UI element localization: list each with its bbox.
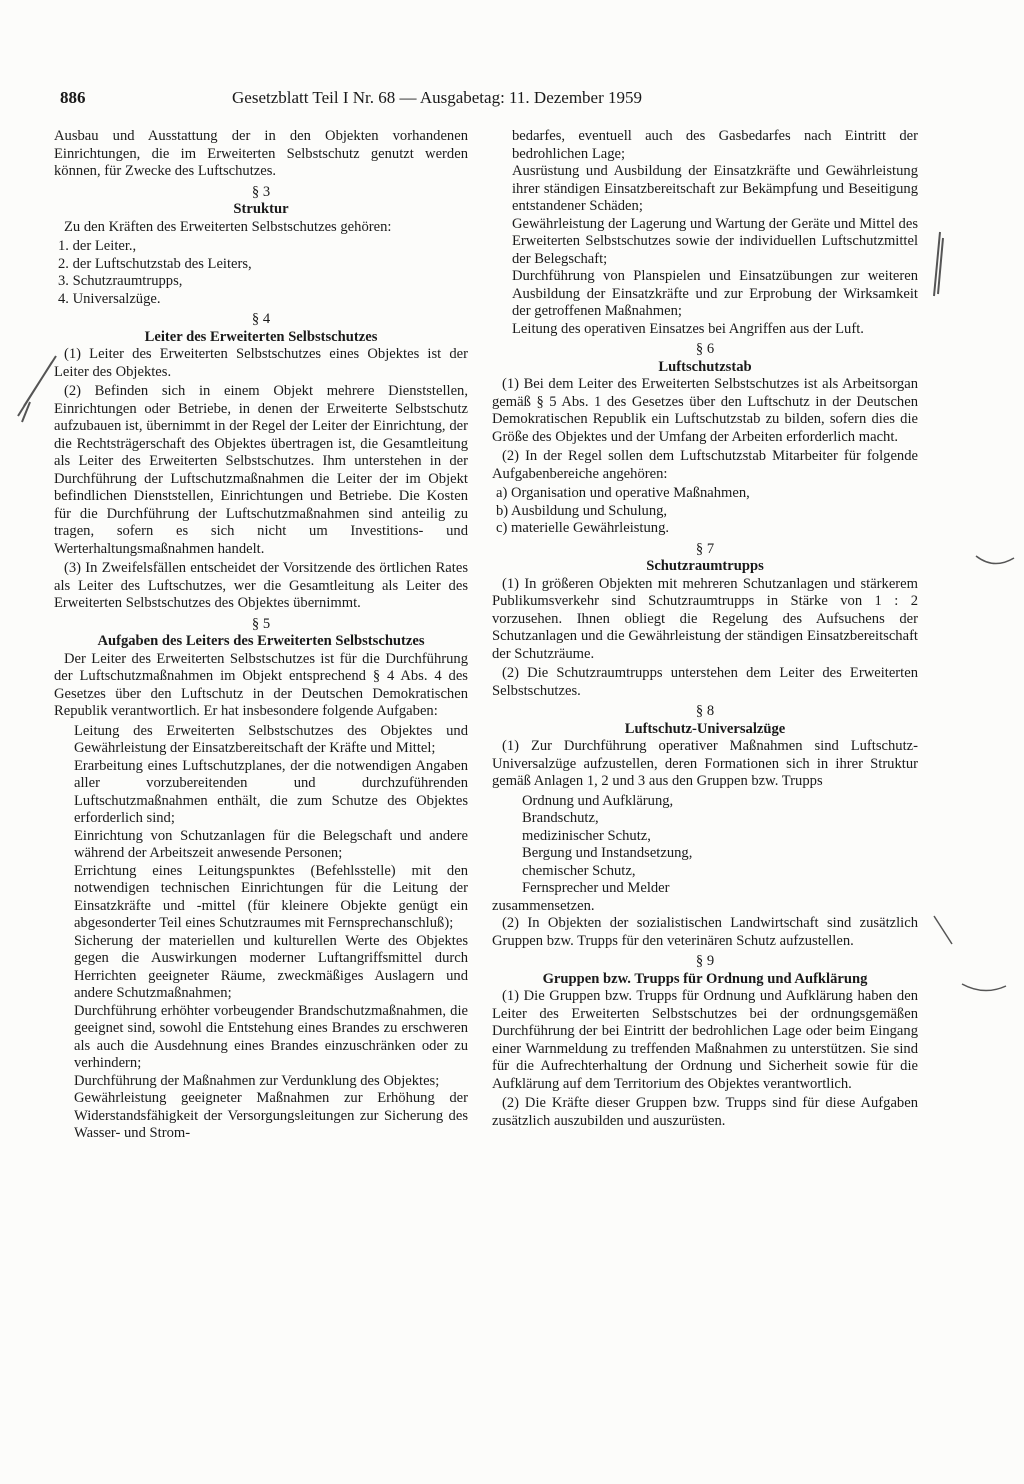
list-item: Erarbeitung eines Luftschutzplanes, der die notwendigen Angaben aller vorzubereitenden und durchzuführenden Luftschutzmaßnahmen enthält, die zum Schutze des Objektes erforderlich sind;: [74, 757, 468, 826]
list-item: Sicherung der materiellen und kulturellen Werte des Objektes gegen die Auswirkungen moderner Luftangriffsmittel durch Herrichten geeigneter Räume, zweckmäßiges Auslagern und andere Schutzmaßnahmen;: [74, 932, 468, 1001]
list-item: Errichtung eines Leitungspunktes (Befehlsstelle) mit den notwendigen technischen Einrichtungen für die Leitung der Einsatzkräfte und -mittel (für kleinere Objekte genügt ein abgesonderter Teil eines Schutzraumes mit Fernsprechanschluß);: [74, 862, 468, 931]
paragraph: (1) Die Gruppen bzw. Trupps für Ordnung und Aufklärung haben den Leiter des Erweiterten Selbstschutzes bei der ordnungsgemäßen Durchführung der bei Eintritt der bedrohlichen Lage oder beim Eingang einer Warnmeldung zu treffenden Maßnahmen zu unterstützen. Sie sind für die Aufrechterhaltung der Ordnung und Sicherheit sowie für die Aufklärung auf dem Territorium des Objektes verantwortlich.: [492, 988, 918, 1092]
section-number: § 6: [695, 341, 715, 357]
list-item: Einrichtung von Schutzanlagen für die Belegschaft und andere während der Arbeitszeit anwesende Personen;: [74, 827, 468, 861]
paragraph: (3) In Zweifelsfällen entscheidet der Vorsitzende des örtlichen Rates als Leiter des Luftschutzes, wer die Gesamtleitung als Leiter des Erweiterten Selbstschutzes des Objektes übernimmt.: [54, 560, 468, 611]
paragraph: (1) Zur Durchführung operativer Maßnahmen sind Luftschutz-Universalzüge aufzustellen, deren Formationen sich in ihrer Struktur gemäß Anlagen 1, 2 und 3 aus den Gruppen bzw. Trupps: [492, 738, 918, 789]
section-number: § 3: [251, 183, 271, 200]
section-number: § 9: [695, 953, 715, 969]
scribble-mark-icon: [960, 982, 1010, 998]
list-item: b) Ausbildung und Schulung,: [496, 502, 668, 519]
list-item: medizinischer Schutz,: [522, 827, 651, 844]
paragraph: (1) In größeren Objekten mit mehreren Schutzanlagen und stärkerem Publikumsverkehr sind Schutzraumtrupps in Stärke von 1 : 2 vorzusehen. Ihnen obliegt die Regelung des Aufsuchens der Schutzanlagen und die Gewährleistung der ständigen Einsatzbereitschaft der Schutzräume.: [492, 575, 918, 662]
paragraph: (2) Die Schutzraumtrupps unterstehen dem Leiter des Erweiterten Selbstschutzes.: [492, 665, 918, 699]
paragraph: (2) In der Regel sollen dem Luftschutzstab Mitarbeiter für folgende Aufgabenbereiche angehören:: [492, 448, 918, 482]
paragraph: zusammensetzen.: [492, 897, 595, 914]
section-heading: Struktur: [233, 201, 289, 217]
paragraph: Zu den Kräften des Erweiterten Selbstschutzes gehören:: [64, 218, 392, 235]
section-number: § 7: [695, 540, 715, 557]
list-item: c) materielle Gewährleistung.: [496, 520, 670, 536]
list-item: Durchführung von Planspielen und Einsatzübungen zur weiteren Ausbildung der Einsatzkräfte und zur Erprobung der Wirksamkeit der getroffenen Maßnahmen;: [512, 268, 918, 319]
right-column: [492, 128, 918, 1132]
page-number: 886: [60, 88, 86, 107]
list-item: 1. der Leiter.,: [58, 238, 137, 254]
paragraph: (1) Leiter des Erweiterten Selbstschutzes eines Objektes ist der Leiter des Objektes.: [54, 346, 468, 380]
section-number: § 8: [695, 703, 715, 719]
section-heading: Luftschutz-Universalzüge: [624, 720, 786, 737]
section-number: § 4: [251, 311, 271, 327]
list-item: Ausrüstung und Ausbildung der Einsatzkräfte und Gewährleistung ihrer ständigen Einsatzbereitschaft zur Bekämpfung und Beseitigung entstandener Schäden;: [512, 163, 918, 214]
list-item: chemischer Schutz,: [522, 862, 636, 879]
list-item: Durchführung der Maßnahmen zur Verdunklung des Objektes;: [74, 1072, 440, 1089]
intro-paragraph: Ausbau und Ausstattung der in den Objekten vorhandenen Einrichtungen, die im Erweiterten Selbstschutz genutzt werden können, für Zwecke des Luftschutzes.: [54, 128, 468, 179]
list-item: Leitung des Erweiterten Selbstschutzes des Objektes und Gewährleistung der Einsatzbereitschaft der Kräfte und Mittel;: [74, 722, 468, 756]
list-item: Gewährleistung der Lagerung und Wartung der Geräte und Mittel des Erweiterten Selbstschutzes sowie der individuellen Luftschutzmittel der Belegschaft;: [512, 215, 918, 267]
list-item: Ordnung und Aufklärung,: [522, 792, 674, 809]
paragraph: Der Leiter des Erweiterten Selbstschutzes ist für die Durchführung der Luftschutzmaßnahmen im Objekt entsprechend § 4 Abs. 4 des Gesetzes über den Luftschutz in der Deutschen Demokratischen Republik verantwortlich. Er hat insbesondere folgende Aufgaben:: [54, 650, 468, 719]
paragraph: (2) In Objekten der sozialistischen Landwirtschaft sind zusätzlich Gruppen bzw. Trupps für den veterinären Schutz aufzustellen.: [492, 915, 918, 949]
list-item: 2. der Luftschutzstab des Leiters,: [58, 255, 252, 272]
section-heading: Luftschutzstab: [658, 358, 752, 375]
list-item: a) Organisation und operative Maßnahmen,: [496, 485, 750, 501]
list-item: bedarfes, eventuell auch des Gasbedarfes nach Eintritt der bedrohlichen Lage;: [512, 128, 918, 162]
list-item: Bergung und Instandsetzung,: [522, 845, 693, 861]
list-item: Durchführung erhöhter vorbeugender Brandschutzmaßnahmen, die geeignet sind, sowohl die Entstehung eines Brandes zu erschweren als auch die Ausdehnung eines Brandes einzuschränken oder zu verhindern;: [74, 1002, 468, 1071]
list-item: Fernsprecher und Melder: [522, 880, 670, 896]
page-title: Gesetzblatt Teil I Nr. 68 — Ausgabetag: 11. Dezember 1959: [232, 88, 643, 107]
section-number: § 5: [251, 615, 271, 632]
section-heading: Gruppen bzw. Trupps für Ordnung und Aufklärung: [542, 970, 868, 987]
pencil-mark-right-icon: [928, 228, 948, 300]
section-heading: Leiter des Erweiterten Selbstschutzes: [144, 328, 378, 345]
left-column: [54, 128, 468, 1143]
scribble-mark-icon: [974, 552, 1018, 570]
section-heading: Schutzraumtrupps: [646, 558, 764, 574]
section-heading: Aufgaben des Leiters des Erweiterten Selbstschutzes: [97, 633, 425, 649]
list-item: Brandschutz,: [522, 810, 599, 826]
list-item: 3. Schutzraumtrupps,: [58, 273, 183, 289]
list-item: Gewährleistung geeigneter Maßnahmen zur Erhöhung der Widerstandsfähigkeit der Versorgungsleitungen zur Sicherung des Wasser- und Strom-: [74, 1090, 468, 1141]
scribble-mark-icon: [932, 914, 956, 948]
list-item: Leitung des operativen Einsatzes bei Angriffen aus der Luft.: [512, 320, 864, 337]
list-item: 4. Universalzüge.: [58, 290, 161, 307]
paragraph: (2) Befinden sich in einem Objekt mehrere Dienststellen, Einrichtungen oder Betriebe, in denen der Erweiterte Selbstschutz aufzubauen ist, übernimmt in der Regel der Leiter der Einrichtung, der die Rechtsträgerschaft des Objektes übertragen ist, die Gesamtleitung als Leiter des Erweiterten Selbstschutzes. Ihm unterstehen in der Durchführung der Luftschutzmaßnahmen die Leiter der im Objekt befindlichen Dienststellen, Einrichtungen und Betriebe. Die Kosten für die Durchführung der Luftschutzmaßnahmen sind anteilig zu tragen, sofern es sich nicht um Investitions- und Werterhaltungsmaßnahmen handelt.: [54, 383, 468, 557]
page-header: [56, 88, 736, 110]
paragraph: (2) Die Kräfte dieser Gruppen bzw. Trupps sind für diese Aufgaben zusätzlich auszubilden und auszurüsten.: [492, 1095, 918, 1129]
paragraph: (1) Bei dem Leiter des Erweiterten Selbstschutzes ist als Arbeitsorgan gemäß § 5 Abs. 1 des Gesetzes über den Luftschutz in der Deutschen Demokratischen Republik ein Luftschutzstab zu bilden, sofern dies die Größe des Objektes und der Umfang der Arbeiten erforderlich macht.: [492, 376, 918, 445]
pencil-mark-left-icon: [10, 352, 60, 426]
